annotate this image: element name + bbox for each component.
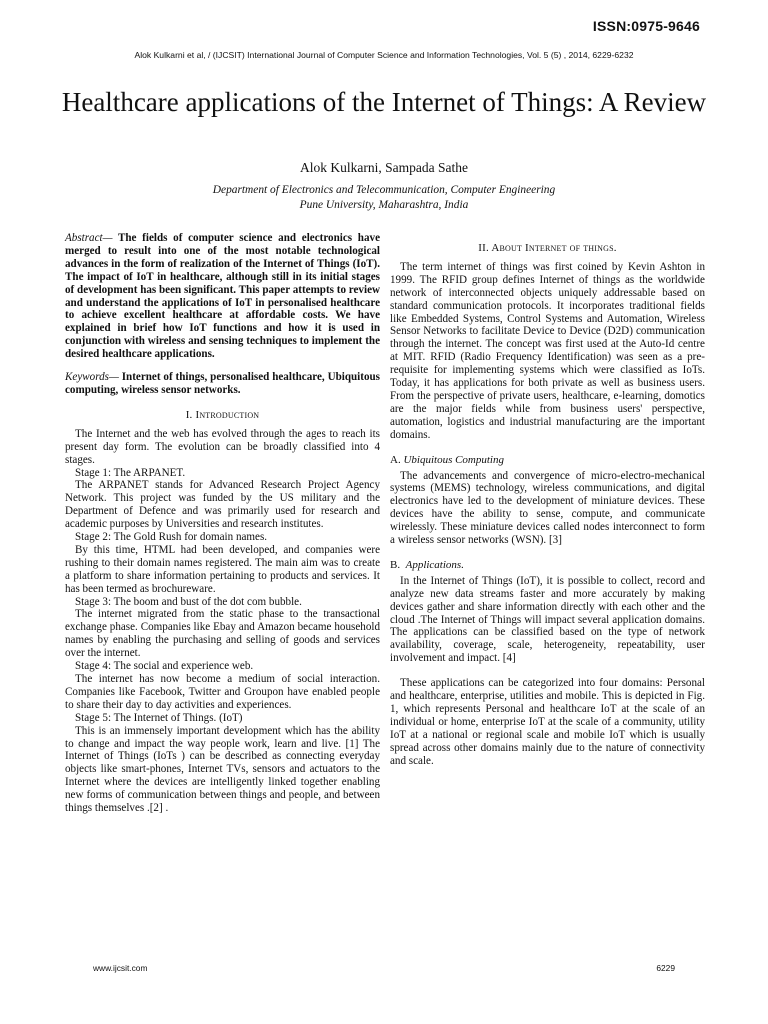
right-column [390, 232, 705, 768]
paragraph: Stage 3: The boom and bust of the dot com bubble. [75, 595, 302, 608]
paragraph: By this time, HTML had been developed, and companies were rushing to their domain names registered. The main aim was to create a platform to share information pertaining to products and services. It has been termed as brochureware. [65, 543, 380, 595]
subsection-heading-ubiquitous [390, 454, 705, 467]
affiliation [0, 183, 768, 212]
paragraph: These applications can be categorized into four domains: Personal and healthcare, enterprise, utilities and mobile. This is depicted in Fig. 1, which represents Personal and healthcare IoT at the scale of an individual or home, enterprise IoT at the scale of a community, utility IoT at a national or regional scale and mobile IoT which is usually spread across other domains mainly due to the nature of connectivity and scale. [390, 677, 705, 767]
paragraph: Stage 5: The Internet of Things. (IoT) [75, 711, 243, 724]
paragraph: The term internet of things was first coined by Kevin Ashton in 1999. The RFID group defines Internet of things as the worldwide network of interconnected objects uniquely addressable based on standard communication protocols. It incorporates traditional fields like Embedded Systems, Control Systems and Automation, Wireless Sensor Networks to facilitate Device to Device (D2D) communication through the internet. The concept was first used at the Auto-Id centre at MIT. RFID (Radio Frequency Identification) was seen as a pre-requisite for implementing systems which were classified as IoTs. Today, it has applications for both private as well as business users. From the perspective of private users, healthcare, e-learning, domotics are the major fields while from business users' perspective, automation, logistics and industrial manufacturing are the important domains. [390, 260, 705, 441]
subsection-label: A. [390, 453, 401, 466]
paragraph: The internet has now become a medium of social interaction. Companies like Facebook, Twitter and Groupon have enabled people to share their day to day activities and experiences. [65, 673, 380, 711]
footer-url: www.ijcsit.com [93, 963, 148, 973]
paragraph: Stage 4: The social and experience web. [75, 660, 254, 673]
left-column [65, 232, 380, 815]
keywords-lead: Keywords— [65, 371, 119, 384]
paragraph: In the Internet of Things (IoT), it is possible to collect, record and analyze new data streams faster and more accurately by making devices gather and share information directly with each other and the cloud .The Internet of Things will impact several application domains. The applications can be classified based on the type of network availability, coverage, scale, heterogeneity, repeatability, user involvement and impact. [4] [390, 574, 705, 665]
paragraph: Stage 2: The Gold Rush for domain names. [75, 531, 268, 544]
abstract [65, 232, 380, 361]
subsection-title: Ubiquitous Computing [403, 453, 504, 466]
paragraph: The internet migrated from the static phase to the transactional exchange phase. Companies like Ebay and Amazon became household names by enabling the purchasing and selling of goods and services over the internet. [65, 608, 380, 660]
affiliation-line-2: Pune University, Maharashtra, India [299, 198, 469, 211]
paper-title: Healthcare applications of the Internet of Things: A Review [61, 87, 707, 117]
affiliation-line-1: Department of Electronics and Telecommunication, Computer Engineering [212, 184, 556, 196]
issn-number: ISSN:0975-9646 [592, 18, 700, 34]
paragraph: This is an immensely important development which has the ability to change and impact the way people work, learn and live. [1] The Internet of Things (IoTs ) can be described as connecting everyday objects like smart-phones, Internet TVs, sensors and actuators to the Internet where the devices are intelligently linked together enabling new forms of communication between things and people, and between things themselves .[2] . [65, 724, 380, 815]
footer-page-number: 6229 [656, 963, 675, 973]
subsection-heading-applications [390, 559, 705, 572]
section-heading-about-iot: II. About Internet of things. [478, 242, 617, 254]
paragraph: The ARPANET stands for Advanced Research Project Agency Network. This project was funded by the US military and the Department of Defence and was primarily used for research and academic purposes by Universities and research institutes. [65, 479, 380, 531]
abstract-text: The fields of computer science and electronics have merged to result into one of the most notable technological advances in the form of realization of the Internet of Things (IoT). The impact of IoT in healthcare, although still in its initial stages of development has been significant. This paper attempts to review and understand the applications of IoT in personalised healthcare to achieve excellent healthcare at affordable costs. We have explained in brief how IoT functions and how it is used in conjunction with wireless and sensing techniques to implement the desired healthcare applications. [65, 232, 380, 361]
keywords [65, 371, 380, 397]
subsection-label: B. [390, 558, 401, 571]
abstract-lead: Abstract— [65, 232, 113, 244]
paragraph: Stage 1: The ARPANET. [75, 466, 186, 479]
paragraph: The Internet and the web has evolved through the ages to reach its present day form. The evolution can be broadly classified into 4 stages. [65, 427, 380, 466]
keywords-text: Internet of things, personalised healthcare, Ubiquitous computing, wireless sensor networks. [65, 371, 380, 396]
authors: Alok Kulkarni, Sampada Sathe [300, 160, 468, 175]
paragraph: The advancements and convergence of micro-electro-mechanical systems (MEMS) technology, wireless communications, and digital electronics have led to the development of miniature devices. These devices have the ability to sense, compute, and communicate wirelessly. These miniature devices called nodes interconnect to form a wireless sensor networks (WSN). [3] [390, 469, 705, 547]
paragraph-gap [390, 665, 705, 677]
running-head: Alok Kulkarni et al, / (IJCSIT) International Journal of Computer Science and Information Technologies, Vol. 5 (5) , 2014, 6229-6232 [134, 50, 634, 60]
subsection-title: Applications. [405, 558, 464, 571]
section-heading-introduction: I. Introduction [185, 408, 260, 421]
